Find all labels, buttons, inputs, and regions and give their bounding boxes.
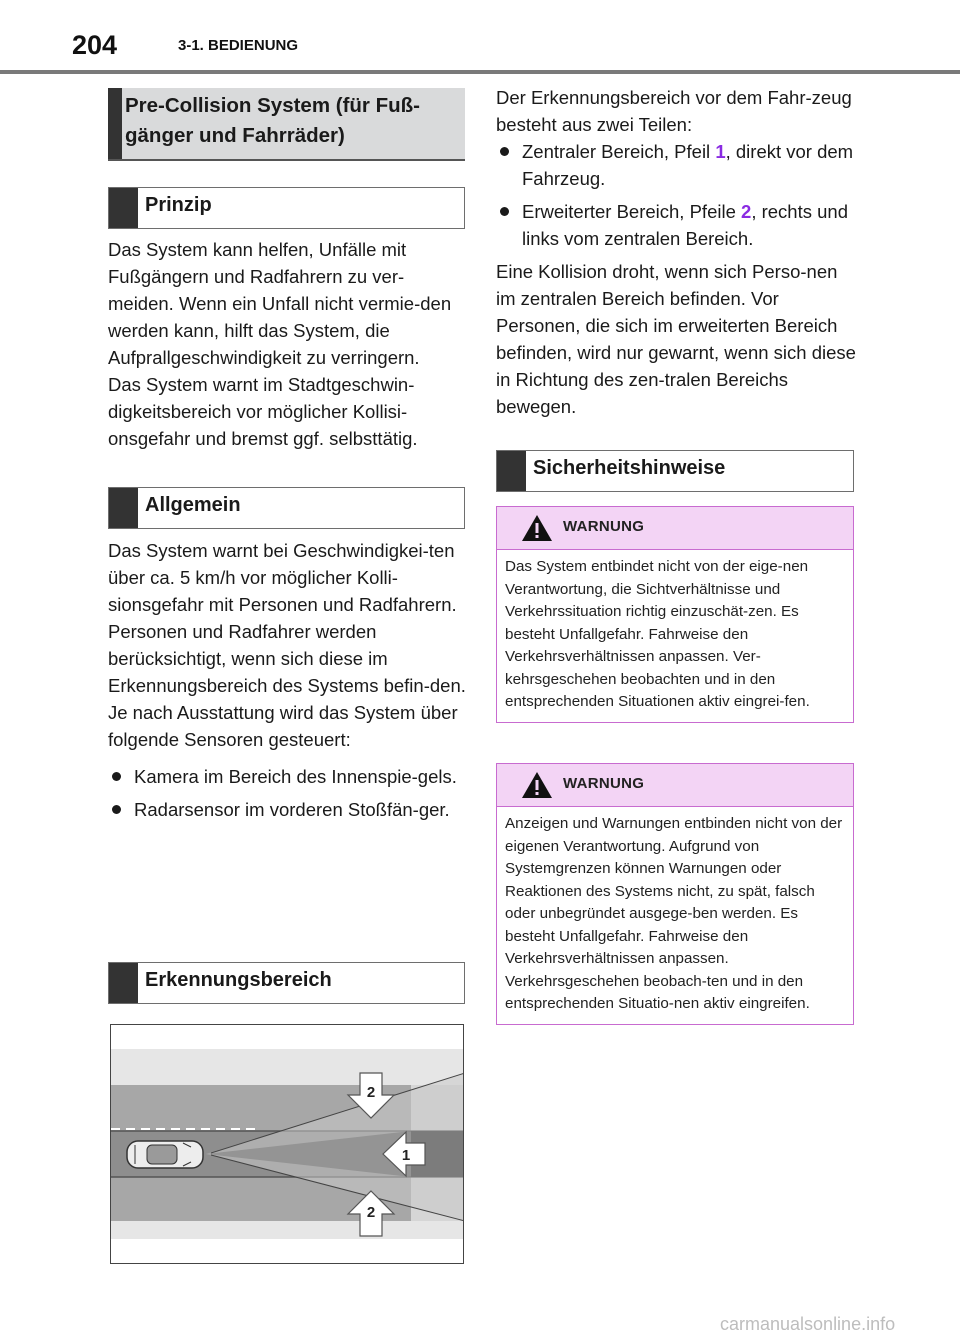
arrow-2-bottom-label: 2 (366, 1204, 376, 1221)
warning-text: Anzeigen und Warnungen entbinden nicht von der eigenen Verantwortung. Aufgrund von Systemgrenzen können Warnungen oder Reaktionen des Systems nicht, zu spät, falsch oder unbegründet ausgege-ben werden. Es besteht Unfallgefahr. Fahrweise den Verkehrsverhältnissen anpassen. Verkehrsgeschehen beobach-ten und in den entsprechenden Situatio-nen aktiv eingreifen. (497, 807, 853, 1024)
detection-parts-list (496, 138, 856, 252)
heading-bar (497, 451, 526, 491)
heading-sicherheitshinweise-label: Sicherheitshinweise (533, 457, 726, 479)
allgemein-text (108, 537, 468, 829)
heading-prinzip-label: Prinzip (145, 194, 212, 216)
detection-area-diagram (110, 1024, 464, 1264)
list-item (496, 198, 856, 252)
page-title-line-1: Pre-Collision System (für Fuß- (125, 94, 420, 117)
title-rule (108, 159, 465, 161)
list-item: Radarsensor im vorderen Stoßfän-ger. (108, 796, 468, 823)
warning-header (497, 764, 853, 807)
paragraph: Das System warnt im Stadtgeschwin-digkeitsbereich vor möglicher Kollisi-onsgefahr und bremst ggf. selbsttätig. (108, 374, 418, 449)
list-item: Kamera im Bereich des Innenspie-gels. (108, 763, 468, 790)
heading-allgemein (108, 487, 465, 529)
arrow-number: 2 (741, 201, 752, 222)
heading-prinzip (108, 187, 465, 229)
page-title-line-2: gänger und Fahrräder) (125, 124, 345, 147)
paragraph: Personen und Radfahrer werden berücksichtigt, wenn sich diese im Erkennungsbereich des Systems befin-den. (108, 621, 466, 696)
right-column-text (496, 84, 856, 420)
title-bar (108, 88, 122, 160)
paragraph: Das System warnt bei Geschwindigkei-ten über ca. 5 km/h vor möglicher Kolli-sionsgefahr mit Personen und Radfahrern. (108, 540, 457, 615)
paragraph: Das System kann helfen, Unfälle mit Fußgängern und Radfahrern zu ver-meiden. Wenn ein Unfall nicht vermie-den werden kann, hilft das System, die Aufprallgeschwindigkeit zu verringern. (108, 239, 452, 368)
heading-allgemein-label: Allgemein (145, 494, 241, 516)
outer-lane-top (111, 1049, 464, 1085)
warning-text: Das System entbindet nicht von der eige-nen Verantwortung, die Sichtverhältnisse und Verkehrssituation richtig einzuschät-zen. Es besteht Unfallgefahr. Fahrweise den Verkehrsverhältnissen anpassen. Ver-kehrsgeschehen beobachten und in den entsprechenden Situationen aktiv eingrei-fen. (497, 550, 853, 722)
paragraph: Je nach Ausstattung wird das System über folgende Sensoren gesteuert: (108, 702, 458, 750)
list-item (496, 138, 856, 192)
arrow-1-center-label: 1 (401, 1147, 411, 1164)
list-item-text: , direkt vor dem Fahrzeug. (522, 141, 854, 189)
warning-box (496, 763, 854, 1025)
warning-label: WARNUNG (563, 775, 645, 792)
heading-bar (109, 963, 138, 1003)
heading-bar (109, 488, 138, 528)
warning-label: WARNUNG (563, 518, 645, 535)
chapter-title: 3-1. BEDIENUNG (178, 37, 299, 54)
list-item-text: , rechts und links vom zentralen Bereich. (522, 201, 848, 249)
warning-triangle-icon (521, 771, 553, 799)
warning-triangle-icon (521, 514, 553, 542)
list-item-text: Zentraler Bereich, Pfeil (522, 141, 716, 162)
header-rule (0, 70, 960, 74)
heading-sicherheitshinweise (496, 450, 854, 492)
arrow-number: 1 (715, 141, 726, 162)
prinzip-text (108, 236, 468, 452)
page-number: 204 (72, 30, 118, 60)
diagram-svg (111, 1025, 464, 1264)
paragraph: Eine Kollision droht, wenn sich Perso-nen im zentralen Bereich befinden. Vor Personen, die sich im erweiterten Bereich befinden, wird nur gewarnt, wenn sich diese in Richtung des zen-tralen Bereichs bewegen. (496, 261, 856, 417)
heading-erkennungsbereich-label: Erkennungsbereich (145, 969, 332, 991)
sensor-list (108, 763, 468, 823)
paragraph: Der Erkennungsbereich vor dem Fahr-zeug besteht aus zwei Teilen: (496, 87, 852, 135)
heading-erkennungsbereich (108, 962, 465, 1004)
outer-lane-bottom (111, 1221, 464, 1239)
warning-header (497, 507, 853, 550)
page-title (125, 91, 455, 151)
arrow-2-top-label: 2 (366, 1084, 376, 1101)
heading-bar (109, 188, 138, 228)
list-item-text: Erweiterter Bereich, Pfeile (522, 201, 742, 222)
car-icon (127, 1141, 203, 1168)
warning-box (496, 506, 854, 723)
section-title-box (108, 88, 465, 160)
watermark: carmanualsonline.info (720, 1314, 896, 1334)
page-header (0, 0, 960, 76)
